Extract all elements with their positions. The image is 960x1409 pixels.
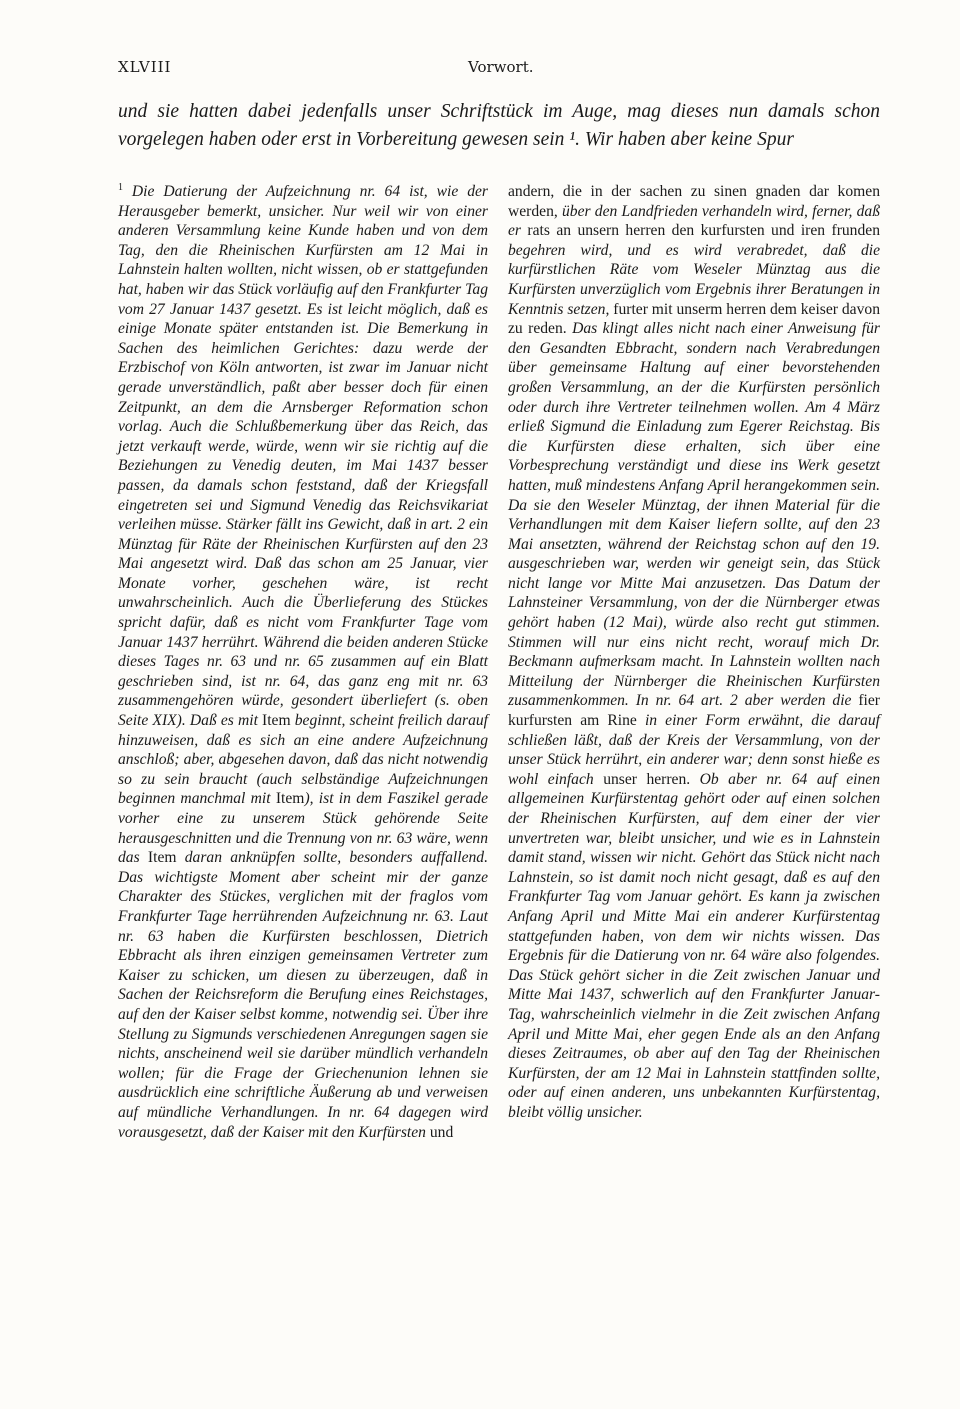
footnote-segment: ), ist in dem Faszikel gerade vorher eine zu unserem Stück gehörende Seite herausgeschnitten und die Trennung von nr. 63 wäre, wenn das — [118, 790, 488, 867]
footnote-segment: Die Datierung der Aufzeichnung nr. 64 ist, wie der Herausgeber bemerkt, unsicher. Nur weil wir von einer anderen Versammlung keine Kunde haben und von dem Tag, den die Rheinischen Kurfürsten am 12 Mai in Lahnstein halten wollten, nicht wissen, ob er stattgefunden hat, haben wir das Stück vorläufig auf den Frankfurter Tag vom 27 Januar 1437 gesetzt. Es ist leicht möglich, daß es einige Monate später entstanden ist. Die Bemerkung in Sachen des heimlichen Gerichtes: dazu werde der Erzbischof von Köln antworten, ist zwar im Januar nicht gerade unverständlich, paßt aber besser doch für einen Zeitpunkt, an dem die Arnsberger Reformation schon vorlag. Auch die Schlußbemerkung über das Reich, das jetzt verkauft werde, würde, wenn wir sie richtig auf die Beziehungen zu Venedig deuten, im Mai 1437 besser passen, da damals schon feststand, daß der Kriegsfall eingetreten sei und Sigmund Venedig das Reichsvikariat verleihen müsse. Stärker fällt ins Gewicht, daß in art. 2 ein Münztag für Räte der Rheinischen Kurfürsten auf den 23 Mai angesetzt wird. Daß das schon am 25 Januar, vier Monate vorher, geschehen wäre, ist recht unwahrscheinlich. Auch die Überlieferung des Stückes spricht dafür, daß es nicht vom Frankfurter Tage vom Januar 1437 herrührt. Während die beiden anderen Stücke dieses Tages nr. 63 und nr. 65 zusammen auf ein Blatt geschrieben sind, ist nr. 64, das ganz eng mit nr. 63 zusammengehören würde, gesondert überliefert (s. oben Seite XIX). Daß es mit — [118, 183, 488, 730]
footnote-segment: unser herren. — [603, 770, 700, 788]
footnote-segment: begehren wird, und es wird verabredet, daß die kurfürstlichen Räte vom Weseler Münztag aus die Kurfürsten unverzüglich vom Ergebnis ihrer Beratungen in Kenntnis setzen, — [508, 241, 880, 318]
running-head: Vorwort. — [468, 58, 534, 76]
footnote-segment: andern, die in der sachen zu sinen gnaden dar komen werden, — [508, 183, 880, 220]
footnote-segment: furter mit unserm herren dem keiser davon zu reden. — [508, 300, 880, 338]
footnote-right-column — [508, 182, 880, 1123]
footnote-segment: rats an unsern herren den kurfursten und iren frunden — [527, 222, 880, 240]
footnote-segment: Ob aber nr. 64 auf einen allgemeinen Kurfürstentag gehört oder auf einen solchen der Rheinischen Kurfürsten, auf dem einer der vier unvertreten war, bleibt unsicher, und wie es in Lahnstein damit stand, wissen wir nicht. Gehört das Stück nicht nach Lahnstein, so ist damit noch nicht gesagt, daß es auf den Frankfurter Tag vom Januar gehört. Es kann ja zwischen Anfang April und Mitte Mai ein anderer Kurfürstentag stattgefunden haben, von dem wir nichts wissen. Das Ergebnis für die Datierung von nr. 64 wäre also folgendes. Das Stück gehört sicher in die Zeit zwischen Januar und Mitte Mai 1437, schwerlich auf den Frankfurter Januar-Tag, wahrscheinlich vielmehr in die Zeit zwischen Anfang April und Mitte Mai, eher gegen Ende als an den Anfang dieses Zeitraumes, ob aber auf den Tag der Rheinischen Kurfürsten, der am 12 Mai in Lahnstein stattfinden sollte, oder auf einen anderen, uns unbekannten Kurfürstentag, bleibt völlig unsicher. — [508, 770, 880, 1121]
footnote-segment: Item — [275, 790, 305, 808]
footnote-left-column — [118, 182, 488, 1142]
footnote-segment: fier kurfursten am Rine — [508, 692, 880, 730]
footnote-segment: Das klingt alles nicht nach einer Anweisung für den Gesandten Ebbracht, sondern nach Verabredungen über gemeinsame Haltung auf einer bevorstehenden großen Versammlung, an der die Kurfürsten persönlich oder durch ihre Vertreter teilnehmen wollen. Am 4 März erließ Sigmund die Einladung zum Egerer Reichstag. Bis die Kurfürsten diese erhalten, sich über eine Vorbesprechung verständigt und diese ins Werk gesetzt hatten, muß mindestens Anfang April herangekommen sein. Da sie den Weseler Münztag, der ihnen Material für die Verhandlungen mit dem Kaiser liefern sollte, auf den 23 Mai ansetzten, während der Reichstag schon auf den 19. ausgeschrieben war, werden wir geneigt sein, das Stück nicht lange vor Mitte Mai anzusetzen. Das Datum der Lahnsteiner Versammlung, von der die Nürnberger etwas gehört haben (12 Mai), würde also recht gut stimmen. Stimmen will nur eins nicht recht, worauf mich Dr. Beckmann aufmerksam macht. In Lahnstein wollten nach Mitteilung der Nürnberger die Rheinischen Kurfürsten zusammenkommen. In nr. 64 art. 2 aber werden die — [508, 320, 881, 710]
footnote-segment: beginnt, scheint freilich darauf hinzuweisen, daß es sich an eine andere Aufzeichnung anschloß; aber, abgesehen davon, daß das nicht notwendig so zu sein braucht (auch selbständige Aufzeichnungen beginnen manchmal mit — [118, 712, 488, 808]
footnote-segment: daran anknüpfen sollte, besonders auffallend. Das wichtigste Moment aber scheint mir der ganze Charakter des Stückes, verglichen mit der fraglos vom Frankfurter Tage herrührenden Aufzeichnung nr. 63. Laut nr. 63 haben die Kurfürsten beschlossen, Dietrich Ebbracht als ihren einzigen gemeinsamen Vertreter zum Kaiser zu schicken, um diesen zu überzeugen, daß in Sachen der Reichsreform die Berufung eines Reichstages, auf den der Kaiser selbst komme, notwendig sei. Über ihre Stellung zu Sigmunds verschiedenen Anregungen sagen sie nichts, anscheinend weil sie darüber mündlich verhandeln wollen; für die Frage der Griechenunion lehnen sie ausdrücklich eine schriftliche Äußerung ab und verweisen auf mündliche Verhandlungen. In nr. 64 dagegen wird vorausgesetzt, daß der Kaiser mit den Kurfürsten — [118, 849, 489, 1141]
footnote-segment: Item — [147, 849, 177, 867]
footnote-segment: über den Landfrieden verhandeln wird, ferner, daß er — [508, 202, 880, 240]
main-text-paragraph: und sie hatten dabei jedenfalls unser Schriftstück im Auge, mag dieses nun damals schon vorgelegen haben oder erst in Vorbereitung gewesen sein ¹. Wir haben aber keine Spur — [118, 101, 880, 150]
footnote-segment: in einer Form erwähnt, die darauf schließen läßt, daß der Kreis der Versammlung, von der unser Stück herrührt, ein anderer war; denn sonst hieße es wohl einfach — [508, 712, 880, 788]
page-header — [118, 58, 880, 82]
page-number: XLVIII — [118, 58, 172, 76]
footnote-segment: und — [429, 1123, 454, 1141]
footnote-segment: Item — [262, 712, 291, 730]
footnote-marker: 1 — [118, 181, 123, 193]
